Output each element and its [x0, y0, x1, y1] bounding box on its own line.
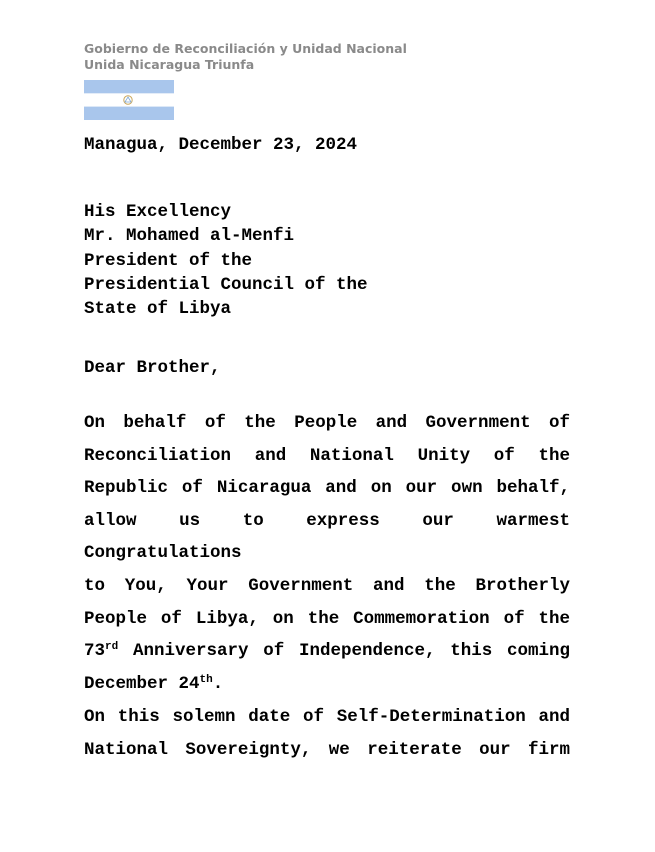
addressee-line: His Excellency — [84, 202, 232, 222]
letterhead-line-1: Gobierno de Reconciliación y Unidad Nacional — [84, 41, 407, 56]
anniversary-number: 73 — [84, 641, 106, 662]
paragraph-line: National Sovereignty, we reiterate our firm — [84, 739, 570, 760]
paragraph-line — [84, 635, 570, 668]
addressee-block — [84, 200, 368, 321]
addressee-line: Mr. Mohamed al-Menfi — [84, 226, 295, 247]
paragraph-line: People of Libya, on the Commemoration of the — [84, 608, 570, 629]
body-paragraph-2 — [84, 701, 570, 766]
salutation: Dear Brother, — [84, 358, 221, 378]
paragraph-line: On behalf of the People and Government of — [84, 413, 570, 433]
paragraph-line: Republic of Nicaragua and on our own behalf, — [84, 478, 570, 499]
period: . — [212, 673, 224, 694]
letterhead-line-2: Unida Nicaragua Triunfa — [84, 57, 255, 72]
letterhead — [84, 41, 407, 73]
ordinal-suffix: rd — [105, 641, 119, 654]
paragraph-line: to You, Your Government and the Brotherly — [84, 575, 570, 596]
paragraph-line: On this solemn date of Self-Determination and — [84, 707, 570, 727]
paragraph-line: allow us to express our warmest Congratulations — [84, 510, 570, 564]
paragraph-line: Reconciliation and National Unity of the — [84, 445, 570, 466]
addressee-line: Presidential Council of the — [84, 274, 368, 295]
addressee-line: State of Libya — [84, 299, 232, 320]
ordinal-suffix: th — [199, 673, 213, 686]
date-line: Managua, December 23, 2024 — [84, 135, 358, 155]
paragraph-line — [84, 668, 570, 701]
addressee-line: President of the — [84, 250, 253, 271]
body-paragraph-1 — [84, 407, 570, 700]
nicaragua-flag-icon — [84, 80, 174, 120]
date-text: December 24 — [84, 673, 200, 694]
paragraph-line-text: Anniversary of Independence, this coming — [118, 641, 570, 662]
